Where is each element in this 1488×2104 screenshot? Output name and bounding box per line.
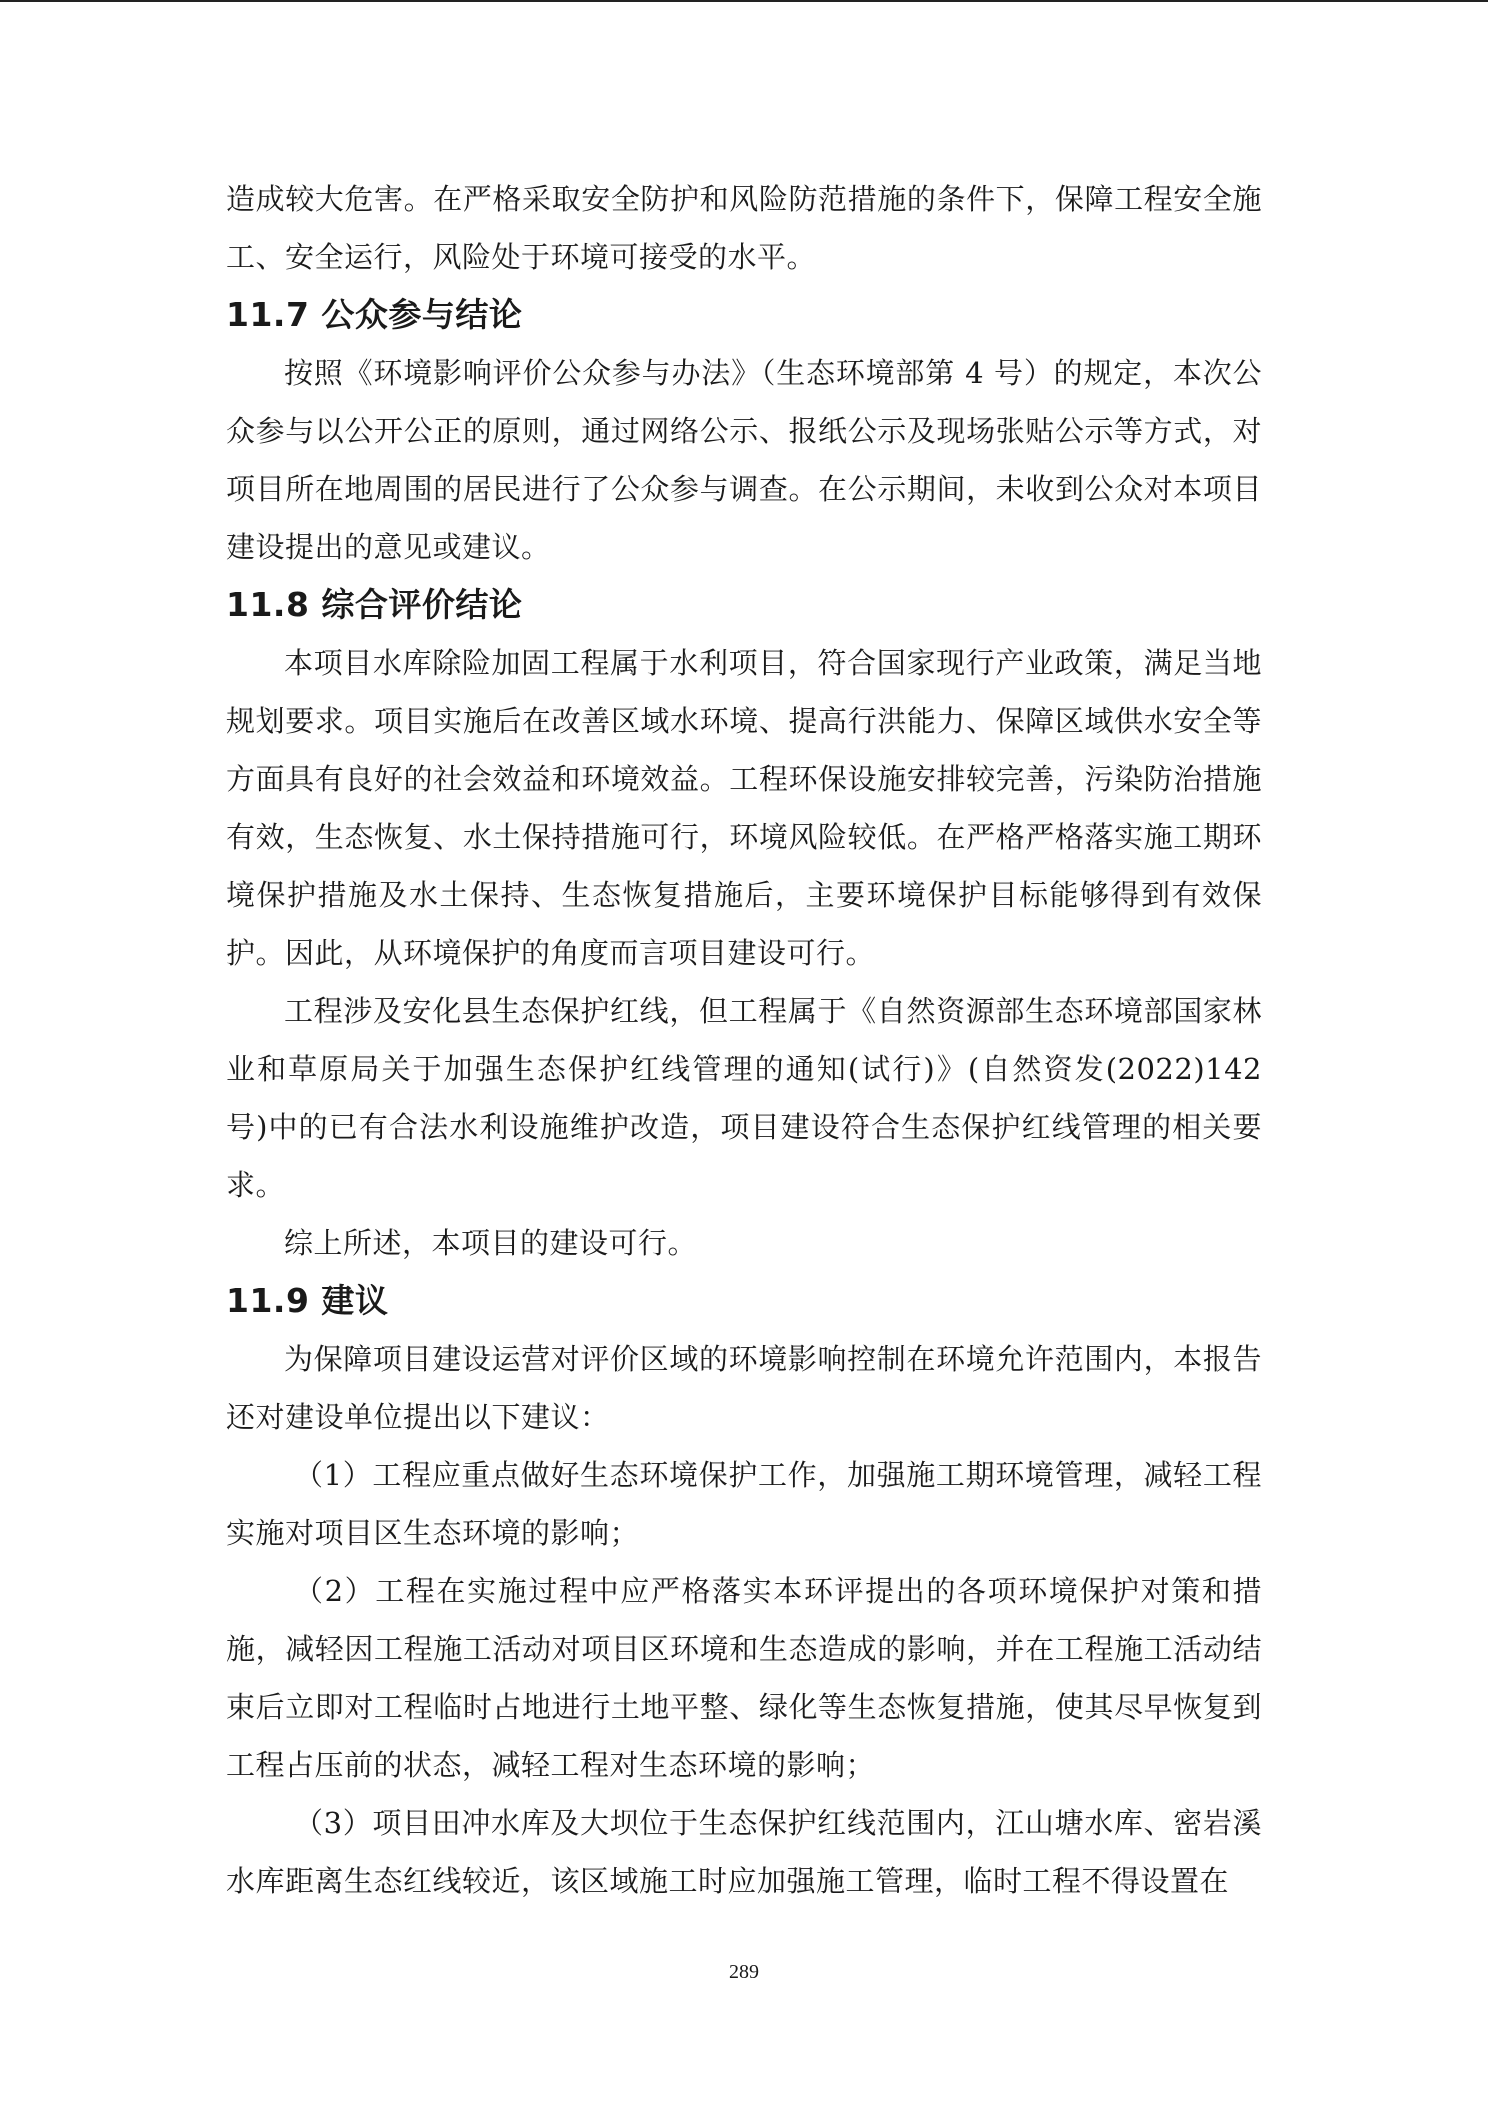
top-border-line <box>0 0 1488 2</box>
section-heading-11-9: 11.9 建议 <box>226 1281 389 1320</box>
summary-paragraph: 综上所述，本项目的建设可行。 <box>284 1226 698 1260</box>
document-body <box>226 170 1262 1910</box>
section-heading-11-8: 11.8 综合评价结论 <box>226 585 523 624</box>
section-heading-11-7: 11.7 公众参与结论 <box>226 295 523 334</box>
overall-conclusion-paragraph: 本项目水库除险加固工程属于水利项目，符合国家现行产业政策，满足当地规划要求。项目实施后在改善区域水环境、提高行洪能力、保障区域供水安全等方面具有良好的社会效益和环境效益。工程环保设施安排较完善，污染防治措施有效，生态恢复、水土保持措施可行，环境风险较低。在严格严格落实施工期环境保护措施及水土保持、生态恢复措施后，主要环境保护目标能够得到有效保护。因此，从环境保护的角度而言项目建设可行。 <box>226 646 1262 970</box>
suggestion-item-1: （1）工程应重点做好生态环境保护工作，加强施工期环境管理，减轻工程实施对项目区生态环境的影响； <box>226 1458 1262 1550</box>
suggestion-item-3: （3）项目田冲水库及大坝位于生态保护红线范围内，江山塘水库、密岩溪水库距离生态红线较近，该区域施工时应加强施工管理，临时工程不得设置在 <box>226 1806 1262 1898</box>
public-participation-paragraph: 按照《环境影响评价公众参与办法》（生态环境部第 4 号）的规定，本次公众参与以公开公正的原则，通过网络公示、报纸公示及现场张贴公示等方式，对项目所在地周围的居民进行了公众参与调查。在公示期间，未收到公众对本项目建设提出的意见或建议。 <box>226 356 1262 564</box>
suggestions-intro-paragraph: 为保障项目建设运营对评价区域的环境影响控制在环境允许范围内，本报告还对建设单位提出以下建议： <box>226 1342 1262 1434</box>
page-number: 289 <box>729 1961 759 1983</box>
continuation-paragraph: 造成较大危害。在严格采取安全防护和风险防范措施的条件下，保障工程安全施工、安全运行，风险处于环境可接受的水平。 <box>226 182 1262 274</box>
suggestion-item-2: （2）工程在实施过程中应严格落实本环评提出的各项环境保护对策和措施，减轻因工程施工活动对项目区环境和生态造成的影响，并在工程施工活动结束后立即对工程临时占地进行土地平整、绿化等生态恢复措施，使其尽早恢复到工程占压前的状态，减轻工程对生态环境的影响； <box>226 1574 1262 1782</box>
ecological-redline-paragraph: 工程涉及安化县生态保护红线，但工程属于《自然资源部生态环境部国家林业和草原局关于加强生态保护红线管理的通知(试行)》(自然资发(2022)142 号)中的已有合法水利设施维护改造，项目建设符合生态保护红线管理的相关要求。 <box>226 994 1262 1202</box>
